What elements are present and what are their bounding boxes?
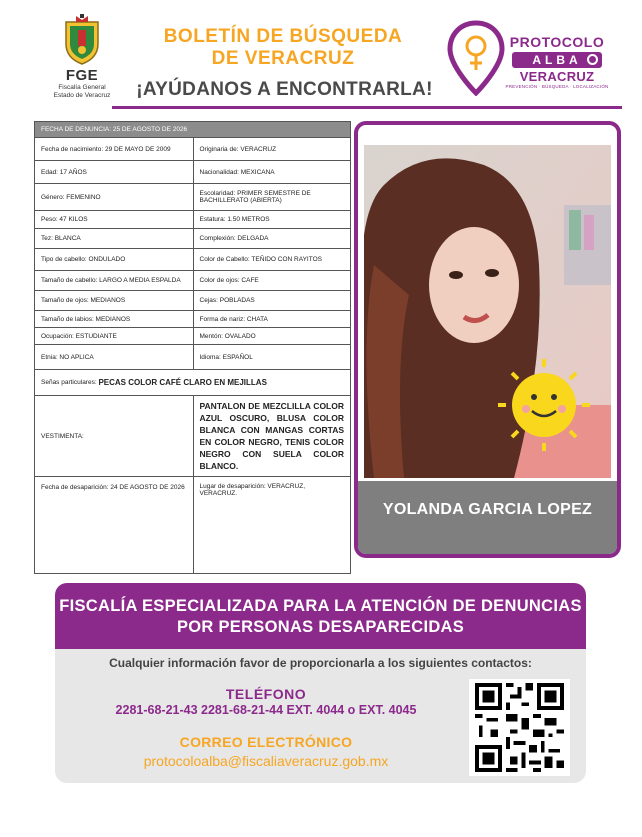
- gender: Género: FEMENINO: [41, 193, 101, 201]
- clothing-label: VESTIMENTA:: [41, 432, 84, 440]
- contact-intro: Cualquier información favor de proporcionarla a los siguientes contactos:: [109, 656, 532, 670]
- table-row: [35, 271, 350, 291]
- bulletin-title-line1: BOLETÍN DE BÚSQUEDA: [163, 26, 403, 47]
- chin: Mentón: OVALADO: [193, 328, 351, 344]
- table-row: [35, 396, 350, 477]
- height: Estatura: 1.50 METROS: [193, 211, 351, 228]
- distinguishing-marks-value: PECAS COLOR CAFÉ CLARO EN MEJILLAS: [98, 378, 267, 387]
- fge-abbr: FGE: [65, 67, 99, 84]
- missing-person-photo: [364, 145, 611, 478]
- bulletin-title-line2: DE VERACRUZ: [211, 48, 355, 69]
- education: Escolaridad: PRIMER SEMESTRE DE BACHILLERATO (ABIERTA): [193, 184, 351, 210]
- skin-tone: Tez: BLANCA: [41, 235, 81, 242]
- build: Complexión: DELGADA: [193, 229, 351, 248]
- disappearance-place: Lugar de desaparición: VERACRUZ, VERACRUZ.: [193, 477, 351, 573]
- table-row: [35, 122, 350, 138]
- language: Idioma: ESPAÑOL: [193, 345, 351, 369]
- magnifier-icon: [587, 54, 598, 65]
- person-name: YOLANDA GARCIA LOPEZ: [382, 501, 593, 518]
- email-label: CORREO ELECTRÓNICO: [179, 734, 353, 750]
- fge-logo: [42, 14, 122, 102]
- header: [0, 0, 642, 112]
- alba-protocolo: PROTOCOLO: [509, 34, 605, 50]
- alba-tagline: PREVENCIÓN · BÚSQUEDA · LOCALIZACIÓN: [505, 84, 609, 89]
- table-row: [35, 138, 350, 161]
- fge-sub-line2: Estado de Veracruz: [53, 91, 111, 99]
- distinguishing-marks-label: Señas particulares:: [41, 379, 97, 386]
- header-divider: [112, 106, 622, 109]
- eyebrows: Cejas: POBLADAS: [193, 291, 351, 310]
- alba-name-box: [512, 52, 602, 68]
- table-row: [35, 184, 350, 211]
- distinguishing-marks: [35, 370, 350, 395]
- table-row: [35, 229, 350, 249]
- table-row: [35, 328, 350, 345]
- hair-type: Tipo de cabello: ONDULADO: [41, 256, 126, 263]
- name-band: [358, 481, 617, 558]
- table-row: [35, 345, 350, 370]
- info-table: [34, 121, 351, 574]
- fge-sub-line1: Fiscalía General: [58, 84, 106, 91]
- alba-state: VERACRUZ: [519, 69, 595, 84]
- nationality: Nacionalidad: MEXICANA: [193, 161, 351, 183]
- table-row: [35, 211, 350, 229]
- report-date: FECHA DE DENUNCIA: 25 DE AGOSTO DE 2026: [41, 126, 188, 133]
- hair-length: Tamaño de cabello: LARGO A MEDIA ESPALDA: [41, 277, 181, 284]
- ethnicity: Etnia: NO APLICA: [41, 353, 94, 361]
- table-row: [35, 291, 350, 311]
- table-row: [35, 370, 350, 396]
- clothing-value: PANTALON DE MEZCLILLA COLOR AZUL OSCURO, BLUSA COLOR BLANCA CON MANGAS CORTAS EN COLOR NEGRO, TENIS COLOR NEGRO CON SUELA COLOR BLANCO.: [193, 396, 351, 476]
- weight: Peso: 47 KILOS: [41, 216, 88, 223]
- alba-pin-icon: [447, 20, 505, 96]
- phone-numbers: 2281-68-21-43 2281-68-21-44 EXT. 4044 o EXT. 4045: [115, 703, 417, 717]
- origin: Originaria de: VERACRUZ: [193, 138, 351, 160]
- table-row: [35, 311, 350, 328]
- age: Edad: 17 AÑOS: [41, 168, 87, 176]
- table-row: [35, 477, 350, 573]
- coat-of-arms-icon: [60, 14, 104, 66]
- occupation: Ocupación: ESTUDIANTE: [41, 332, 117, 340]
- email-address: protocoloalba@fiscaliaveracruz.gob.mx: [143, 753, 389, 769]
- photo-card: [354, 121, 621, 558]
- alba-name: ALBA: [532, 53, 582, 67]
- lip-size: Tamaño de labios: MEDIANOS: [41, 315, 131, 323]
- hair-color: Color de Cabello: TEÑIDO CON RAYITOS: [193, 249, 351, 270]
- qr-code-icon: [469, 679, 570, 776]
- table-row: [35, 161, 350, 184]
- alba-logo: [504, 34, 610, 89]
- eye-size: Tamaño de ojos: MEDIANOS: [41, 297, 126, 304]
- fiscalia-title: FISCALÍA ESPECIALIZADA PARA LA ATENCIÓN DE DENUNCIAS POR PERSONAS DESAPARECIDAS: [59, 597, 582, 636]
- slogan: ¡AYÚDANOS A ENCONTRARLA!: [136, 79, 433, 100]
- disappearance-date: Fecha de desaparición: 24 DE AGOSTO DE 2026: [41, 484, 185, 491]
- phone-label: TELÉFONO: [225, 686, 307, 702]
- eye-color: Color de ojos: CAFE: [193, 271, 351, 290]
- table-row: [35, 249, 350, 271]
- birth-date: Fecha de nacimiento: 29 DE MAYO DE 2009: [41, 145, 171, 153]
- bulletin-title: [120, 26, 446, 70]
- nose-shape: Forma de nariz: CHATA: [193, 311, 351, 327]
